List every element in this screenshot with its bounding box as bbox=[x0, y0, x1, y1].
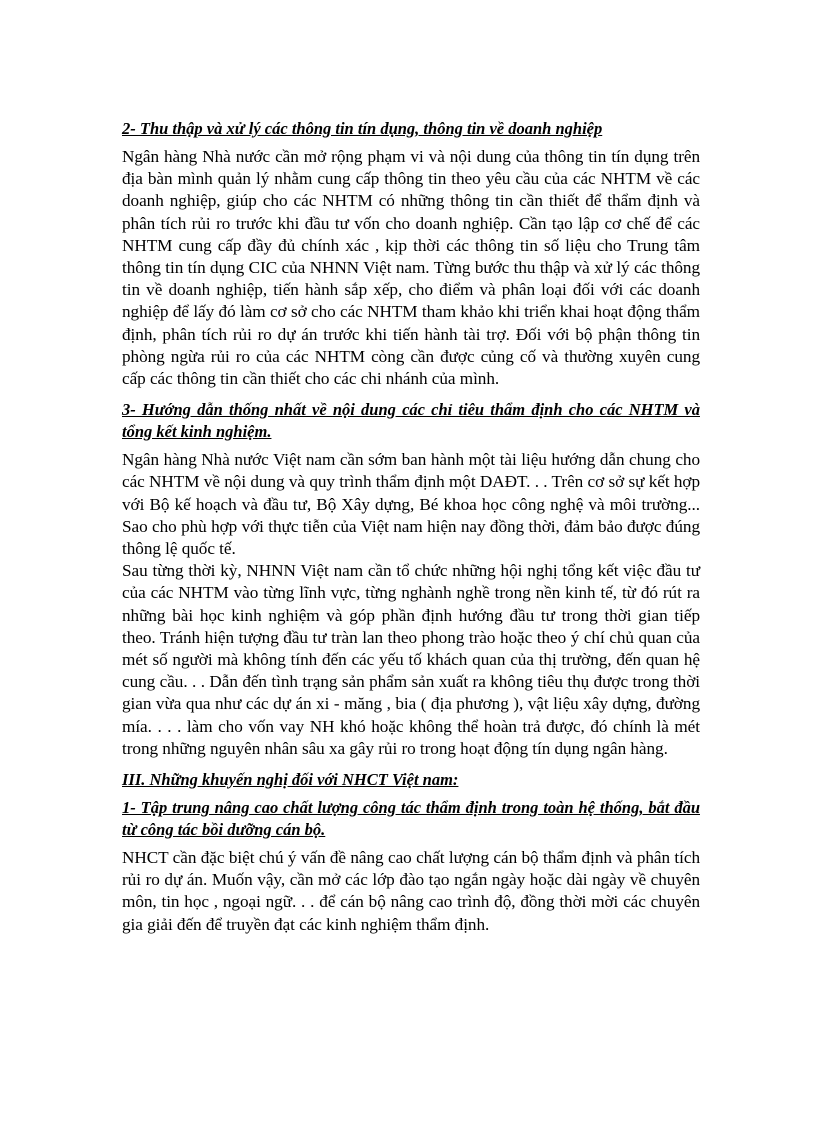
section-heading: 1- Tập trung nâng cao chất lượng công tác thẩm định trong toàn hệ thống, bắt đầu từ công tác bồi dưỡng cán bộ. bbox=[122, 798, 700, 840]
spacer bbox=[122, 760, 700, 763]
paragraph: Ngân hàng Nhà nước cần mở rộng phạm vi và nội dung của thông tin tín dụng trên địa bàn mình quản lý nhằm cung cấp thông tin theo yêu cầu của các NHTM về các doanh nghiệp, giúp cho các NHTM có những thông tin cần thiết để thẩm định và phân tích rủi ro trước khi đầu tư vốn cho doanh nghiệp. Cần tạo lập cơ chế để các NHTM cung cấp đầy đủ chính xác , kịp thời các thông tin số liệu cho Trung tâm thông tin tín dụng CIC của NHNN Việt nam. Từng bước thu thập và xử lý các thông tin về doanh nghiệp, tiến hành sắp xếp, cho điểm và phân loại đối với các doanh nghiệp để lấy đó làm cơ sở cho các NHTM tham khảo khi triển khai hoạt động thẩm định, phân tích rủi ro dự án trước khi tiến hành tài trợ. Đối với bộ phận thông tin phòng ngừa rủi ro của các NHTM còng cần được củng cố và thường xuyên cung cấp các thông tin cần thiết cho các chi nhánh của mình. bbox=[122, 147, 700, 389]
section-heading: 3- Hướng dẫn thống nhất về nội dung các chỉ tiêu thẩm định cho các NHTM và tổng kết kinh nghiệm. bbox=[122, 400, 700, 442]
section-heading: III. Những khuyến nghị đối với NHCT Việt nam: bbox=[122, 770, 459, 790]
paragraph: Sau từng thời kỳ, NHNN Việt nam cần tổ chức những hội nghị tổng kết việc đầu tư của các NHTM vào từng lĩnh vực, từng nghành nghề trong nền kinh tế, từ đó rút ra những bài học kinh nghiệm và góp phần định hướng đầu tư trong thời gian tiếp theo. Tránh hiện tượng đầu tư tràn lan theo phong trào hoặc theo ý chí chủ quan của mét số người mà không tính đến các yếu tố khách quan của thị trường, đến quan hệ cung cầu. . . Dẫn đến tình trạng sản phẩm sản xuất ra không tiêu thụ được trong thời gian vừa qua như các dự án xi - măng , bia ( địa phương ), vật liệu xây dựng, đường mía. . . . làm cho vốn vay NH khó hoặc không thể hoàn trả được, đó chính là mét trong những nguyên nhân sâu xa gây rủi ro trong hoạt động tín dụng ngân hàng. bbox=[122, 561, 700, 758]
spacer bbox=[122, 390, 700, 393]
paragraph: NHCT cần đặc biệt chú ý vấn đề nâng cao chất lượng cán bộ thẩm định và phân tích rủi ro dự án. Muốn vậy, cần mở các lớp đào tạo ngắn ngày hoặc dài ngày về chuyên môn, tin học , ngoại ngữ. . . để cán bộ nâng cao trình độ, đồng thời mời các chuyên gia giải đến để truyền đạt các kinh nghiệm thẩm định. bbox=[122, 848, 700, 934]
paragraph: Ngân hàng Nhà nước Việt nam cần sớm ban hành một tài liệu hướng dẫn chung cho các NHTM về nội dung và quy trình thẩm định một DAĐT. . . Trên cơ sở sự kết hợp với Bộ kế hoạch và đầu tư, Bộ Xây dựng, Bé khoa học công nghệ và môi trường... Sao cho phù hợp với thực tiễn của Việt nam hiện nay đồng thời, đảm bảo được đúng thông lệ quốc tế. bbox=[122, 450, 700, 559]
section-heading: 2- Thu thập và xử lý các thông tin tín dụng, thông tin về doanh nghiệp bbox=[122, 119, 603, 138]
